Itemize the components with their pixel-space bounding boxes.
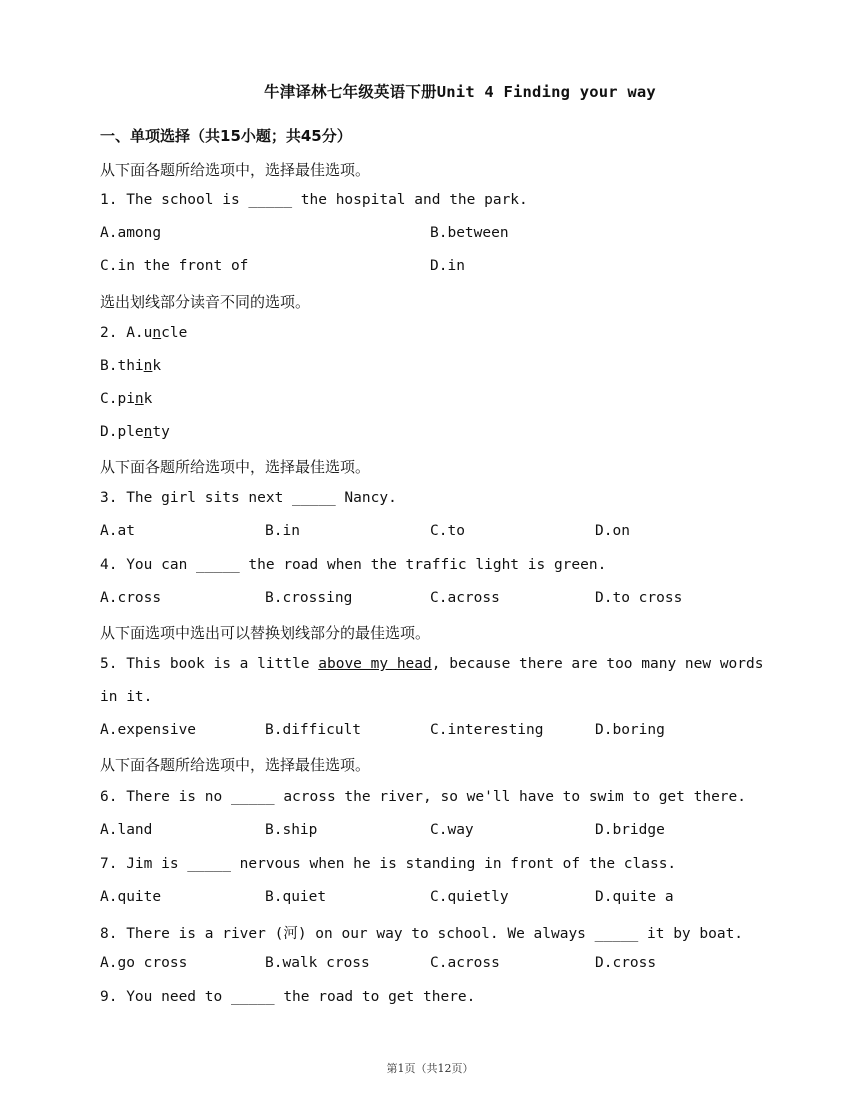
q2-option-c: C.pink [100,391,153,407]
q7-option-c: C.quietly [430,889,509,905]
q1-option-b: B.between [430,225,509,241]
q3-option-b: B.in [265,523,300,539]
instruction-best-3: 从下面各题所给选项中，选择最佳选项。 [100,756,371,774]
q4-option-b: B.crossing [265,590,353,606]
instruction-best-2: 从下面各题所给选项中，选择最佳选项。 [100,458,371,476]
question-7: 7. Jim is _____ nervous when he is standing in front of the class. [100,856,677,872]
q6-option-a: A.land [100,822,153,838]
q8-option-a: A.go cross [100,955,188,971]
question-4: 4. You can _____ the road when the traffic light is green. [100,557,607,573]
section-heading: 一、单项选择（共15小题；共45分） [100,127,352,145]
q2-option-d: D.plenty [100,424,170,440]
q1-option-a: A.among [100,225,162,241]
question-6: 6. There is no _____ across the river, so we'll have to swim to get there. [100,789,747,805]
q6-option-d: D.bridge [595,822,665,838]
q4-option-a: A.cross [100,590,162,606]
q3-option-a: A.at [100,523,135,539]
q6-option-b: B.ship [265,822,318,838]
q2-number: 2. [100,325,118,341]
q5-underlined-phrase: above my head [318,656,432,672]
q3-option-d: D.on [595,523,630,539]
q7-option-a: A.quite [100,889,162,905]
q2-option-b: B.think [100,358,162,374]
question-5-continued: in it. [100,689,153,705]
question-5: 5. This book is a little above my head, because there are too many new words [100,656,764,672]
page-footer: 第1页（共12页） [386,1062,474,1075]
q3-option-c: C.to [430,523,465,539]
question-1: 1. The school is _____ the hospital and the park. [100,192,528,208]
document-title: 牛津译林七年级英语下册Unit 4 Finding your way [264,83,656,101]
q4-option-d: D.to cross [595,590,683,606]
q1-option-c: C.in the front of [100,258,249,274]
q2-option-a: A.uncle [126,325,188,341]
q7-option-d: D.quite a [595,889,674,905]
question-2 [100,325,187,341]
question-8: 8. There is a river (河) on our way to school. We always _____ it by boat. [100,926,744,942]
q4-option-c: C.across [430,590,500,606]
q5-option-a: A.expensive [100,722,197,738]
instruction-pronounce: 选出划线部分读音不同的选项。 [100,293,311,311]
q5-option-c: C.interesting [430,722,544,738]
q8-option-c: C.across [430,955,500,971]
instruction-best-1: 从下面各题所给选项中，选择最佳选项。 [100,161,371,179]
question-3: 3. The girl sits next _____ Nancy. [100,490,397,506]
q7-option-b: B.quiet [265,889,327,905]
q5-option-b: B.difficult [265,722,362,738]
instruction-replace: 从下面选项中选出可以替换划线部分的最佳选项。 [100,624,431,642]
q5-option-d: D.boring [595,722,665,738]
question-9: 9. You need to _____ the road to get there. [100,989,476,1005]
q8-option-d: D.cross [595,955,657,971]
q6-option-c: C.way [430,822,474,838]
q8-option-b: B.walk cross [265,955,370,971]
q1-option-d: D.in [430,258,465,274]
